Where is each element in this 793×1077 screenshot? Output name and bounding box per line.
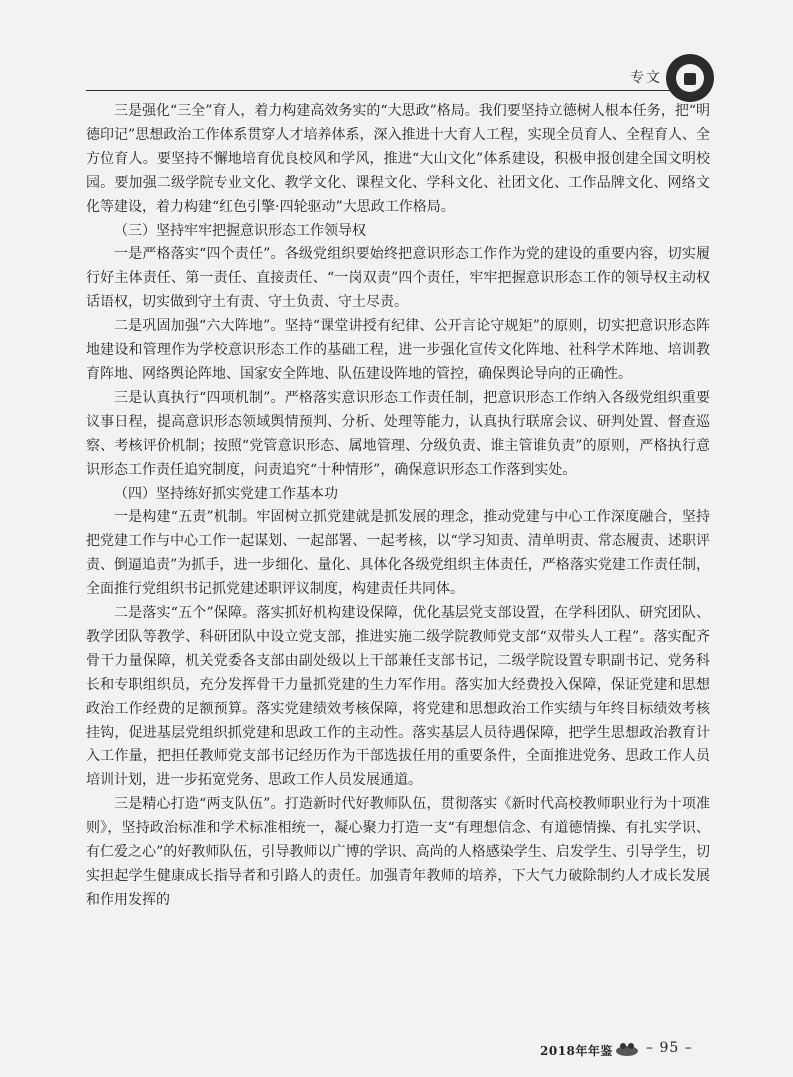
article-body xyxy=(86,100,710,913)
paragraph: 二是落实“五个”保障。落实抓好机构建设保障，优化基层党支部设置，在学科团队、研究团队、教学团队等教学、科研团队中设立党支部，推进实施二级学院教师党支部“双带头人工程”。落实配齐骨干力量保障，机关党委各支部由副处级以上干部兼任支部书记，二级学院设置专职副书记、党务科长和专职组织员，充分发挥骨干力量抓党建的生力军作用。落实加大经费投入保障，保证党建和思想政治工作经费的足额预算。落实党建绩效考核保障，将党建和思想政治工作实绩与年终目标绩效考核挂钩，促进基层党组织抓党建和思政工作的主动性。落实基层人员待遇保障，把学生思想政治教育计入工作量，把担任教师党支部书记经历作为干部选拔任用的重要条件，全面推进党务、思政工作人员培训计划，进一步拓宽党务、思政工作人员发展通道。 xyxy=(86,605,710,789)
page-number: – 95 – xyxy=(646,1040,693,1056)
page-footer xyxy=(540,1038,730,1062)
paragraph: 一是构建“五责”机制。牢固树立抓党建就是抓发展的理念，推动党建与中心工作深度融合，坚持把党建工作与中心工作一起谋划、一起部署、一起考核，以“学习知责、清单明责、常态履责、述职评责、倒逼追责”为抓手，进一步细化、量化、具体化各级党组织主体责任，严格落实党建工作责任制，全面推行党组织书记抓党建述职评议制度，构建责任共同体。 xyxy=(86,509,710,598)
paragraph: 一是严格落实“四个责任”。各级党组织要始终把意识形态工作作为党的建设的重要内容，切实履行好主体责任、第一责任、直接责任、“一岗双责”四个责任，牢牢把握意识形态工作的领导权主动权话语权，切实做到守土有责、守土负责、守土尽责。 xyxy=(86,246,710,311)
header-rule xyxy=(86,90,686,91)
paragraph: 三是强化“三全”育人，着力构建高效务实的“大思政”格局。我们要坚持立德树人根本任务，把“明德印记”思想政治工作体系贯穿人才培养体系，深入推进十大育人工程，实现全员育人、全程育人、全方位育人。要坚持不懈地培育优良校风和学风，推进“大山文化”体系建设，积极申报创建全国文明校园。要加强二级学院专业文化、教学文化、课程文化、学科文化、社团文化、工作品牌文化、网络文化等建设，着力构建“红色引擎·四轮驱动”大思政工作格局。 xyxy=(86,103,710,215)
paragraph: 三是精心打造“两支队伍”。打造新时代好教师队伍，贯彻落实《新时代高校教师职业行为十项准则》，坚持政治标准和学术标准相统一，凝心聚力打造一支“有理想信念、有道德情操、有扎实学识、有仁爱之心”的好教师队伍，引导教师以广博的学识、高尚的人格感染学生、启发学生、引导学生，切实担起学生健康成长指导者和引路人的责任。加强青年教师的培养，下大气力破除制约人才成长发展和作用发挥的 xyxy=(86,796,710,908)
page-header xyxy=(86,62,706,92)
paragraph: 二是巩固加强“六大阵地”。坚持“课堂讲授有纪律、公开言论守规矩”的原则，切实把意识形态阵地建设和管理作为学校意识形态工作的基础工程，进一步强化宣传文化阵地、社科学术阵地、培训教育阵地、网络舆论阵地、国家安全阵地、队伍建设阵地的管控，确保舆论导向的正确性。 xyxy=(86,318,710,382)
section-tag: 专文 xyxy=(630,70,662,86)
yearbook-ornament-icon xyxy=(614,1040,640,1058)
university-emblem-icon xyxy=(666,54,714,102)
paragraph: 三是认真执行“四项机制”。严格落实意识形态工作责任制，把意识形态工作纳入各级党组织重要议事日程，提高意识形态领域舆情预判、分析、处理等能力，认真执行联席会议、研判处置、督查巡察、考核评价机制；按照“党管意识形态、属地管理、分级负责、谁主管谁负责”的原则，严格执行意识形态工作责任追究制度，问责追究“十种情形”，确保意识形态工作落到实处。 xyxy=(86,389,710,478)
section-heading: （三）坚持牢牢把握意识形态工作领导权 xyxy=(114,222,366,239)
section-heading: （四）坚持练好抓实党建工作基本功 xyxy=(114,485,338,502)
yearbook-label: 2018年年鉴 xyxy=(540,1044,613,1058)
